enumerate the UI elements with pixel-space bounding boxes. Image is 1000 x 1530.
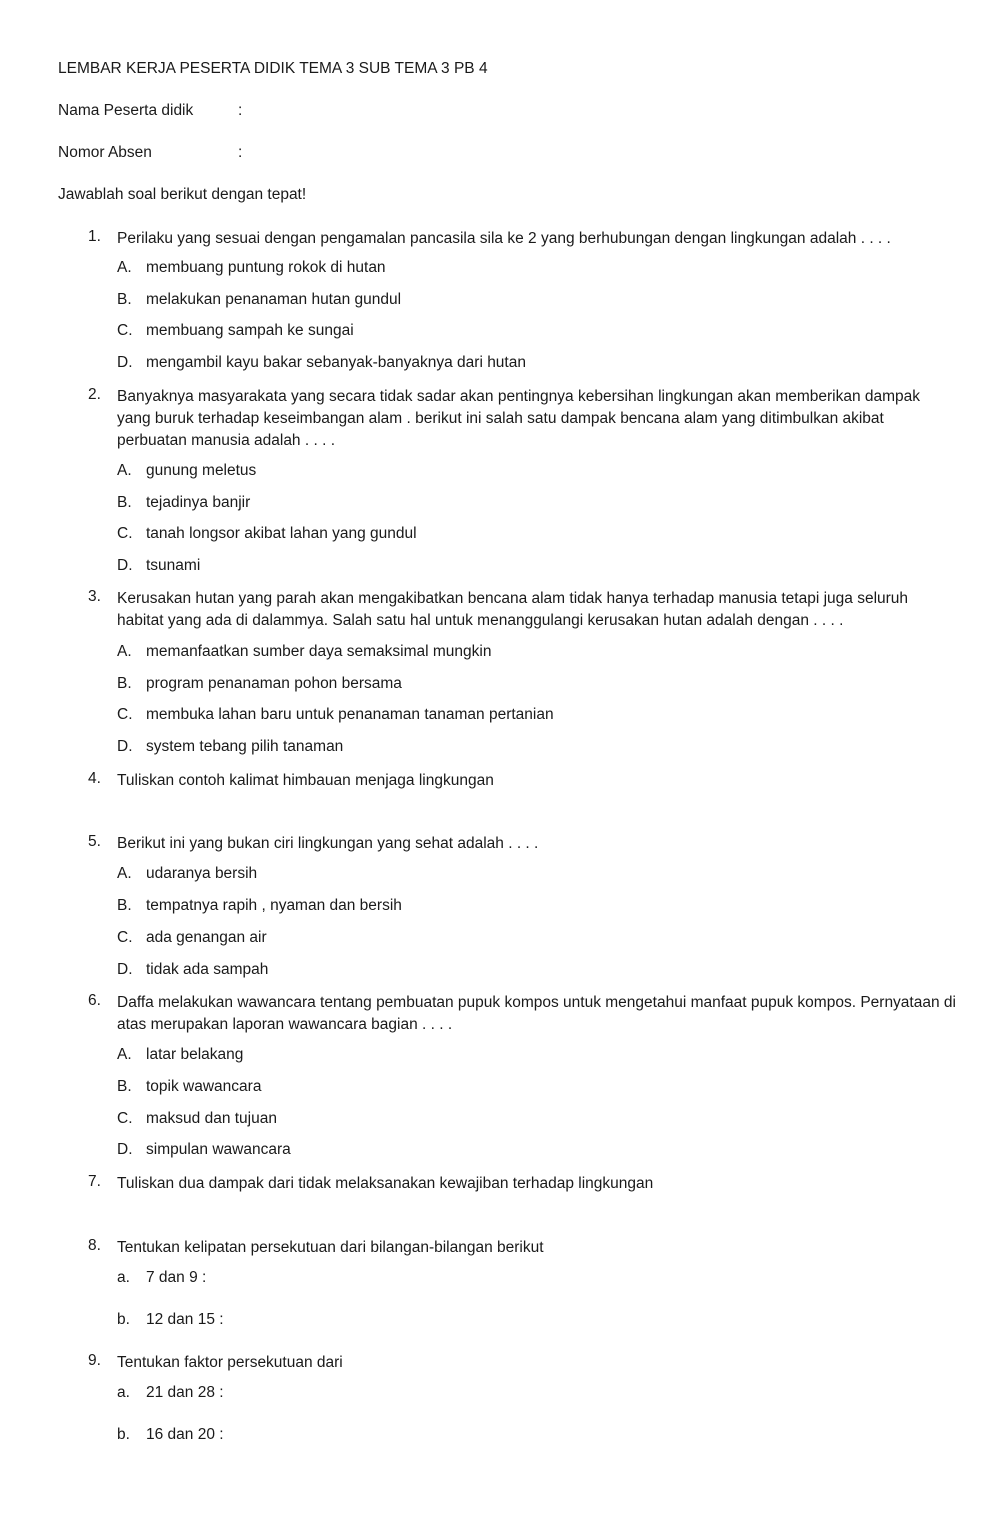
option-letter: D.	[117, 354, 133, 371]
option-letter: A.	[117, 259, 132, 276]
option-text: tempatnya rapih , nyaman dan bersih	[146, 897, 402, 914]
option-c	[117, 525, 417, 543]
option-a	[117, 259, 386, 277]
option-b	[117, 897, 402, 915]
question-number: 3.	[88, 588, 101, 605]
option-c	[117, 322, 354, 340]
option-text: latar belakang	[146, 1046, 244, 1063]
absence-number-label: Nomor Absen	[58, 144, 152, 161]
option-a	[117, 865, 257, 883]
worksheet-title: LEMBAR KERJA PESERTA DIDIK TEMA 3 SUB TEMA 3 PB 4	[58, 60, 488, 77]
option-text: membuang puntung rokok di hutan	[146, 259, 386, 276]
question-text: Tentukan faktor persekutuan dari	[117, 1354, 343, 1371]
question-text: Tuliskan contoh kalimat himbauan menjaga lingkungan	[117, 772, 494, 789]
option-text: tejadinya banjir	[146, 494, 251, 511]
option-text: tanah longsor akibat lahan yang gundul	[146, 525, 417, 542]
option-text: tidak ada sampah	[146, 961, 269, 978]
sub-item-text: 7 dan 9 :	[146, 1269, 207, 1286]
question-number: 2.	[88, 386, 101, 403]
option-letter: A.	[117, 462, 132, 479]
option-text: memanfaatkan sumber daya semaksimal mungkin	[146, 643, 492, 660]
option-d	[117, 354, 526, 372]
question-text: Berikut ini yang bukan ciri lingkungan yang sehat adalah . . . .	[117, 835, 539, 852]
sub-item-a	[117, 1269, 206, 1287]
option-letter: D.	[117, 1141, 133, 1158]
option-letter: D.	[117, 557, 133, 574]
student-name-label: Nama Peserta didik	[58, 102, 194, 119]
option-letter: D.	[117, 738, 133, 755]
sub-item-letter: b.	[117, 1426, 130, 1443]
question-text: Banyaknya masyarakata yang secara tidak sadar akan pentingnya kebersihan lingkungan akan memberikan dampak yang buruk terhadap keseimbangan alam . berikut ini salah satu dampak bencana alam yang ditimbulkan akibat perbuatan manusia adalah . . . .	[117, 388, 921, 449]
option-letter: A.	[117, 1046, 132, 1063]
option-letter: C.	[117, 525, 133, 542]
absence-number-colon: :	[238, 144, 243, 161]
question-number: 8.	[88, 1237, 101, 1254]
option-text: tsunami	[146, 557, 201, 574]
question-text: Kerusakan hutan yang parah akan mengakibatkan bencana alam tidak hanya terhadap manusia tetapi juga seluruh habitat yang ada di dalammya. Salah satu hal untuk menanggulangi kerusakan hutan adalah dengan . . . .	[117, 590, 909, 629]
option-b	[117, 675, 402, 693]
option-d	[117, 557, 200, 575]
option-text: ada genangan air	[146, 929, 267, 946]
sub-item-text: 21 dan 28 :	[146, 1384, 224, 1401]
option-letter: B.	[117, 1078, 132, 1095]
question-number: 5.	[88, 833, 101, 850]
option-letter: C.	[117, 929, 133, 946]
option-b	[117, 494, 250, 512]
option-b	[117, 291, 401, 309]
option-letter: B.	[117, 675, 132, 692]
option-text: topik wawancara	[146, 1078, 262, 1095]
option-text: udaranya bersih	[146, 865, 258, 882]
option-c	[117, 706, 554, 724]
option-letter: C.	[117, 1110, 133, 1127]
question-text: Perilaku yang sesuai dengan pengamalan pancasila sila ke 2 yang berhubungan dengan lingkungan adalah . . . .	[117, 230, 891, 247]
sub-item-text: 16 dan 20 :	[146, 1426, 224, 1443]
question-number: 9.	[88, 1352, 101, 1369]
option-letter: A.	[117, 643, 132, 660]
option-text: simpulan wawancara	[146, 1141, 291, 1158]
option-text: membuka lahan baru untuk penanaman tanaman pertanian	[146, 706, 554, 723]
option-letter: B.	[117, 291, 132, 308]
sub-item-letter: b.	[117, 1311, 130, 1328]
sub-item-letter: a.	[117, 1269, 130, 1286]
option-letter: B.	[117, 494, 132, 511]
option-text: maksud dan tujuan	[146, 1110, 277, 1127]
option-c	[117, 1110, 277, 1128]
question-text: Tuliskan dua dampak dari tidak melaksanakan kewajiban terhadap lingkungan	[117, 1175, 654, 1192]
option-letter: C.	[117, 706, 133, 723]
option-letter: D.	[117, 961, 133, 978]
question-text: Tentukan kelipatan persekutuan dari bilangan-bilangan berikut	[117, 1239, 544, 1256]
question-number: 1.	[88, 228, 101, 245]
option-a	[117, 643, 491, 661]
question-number: 7.	[88, 1173, 101, 1190]
option-text: membuang sampah ke sungai	[146, 322, 354, 339]
option-text: program penanaman pohon bersama	[146, 675, 402, 692]
option-text: melakukan penanaman hutan gundul	[146, 291, 402, 308]
option-letter: B.	[117, 897, 132, 914]
student-name-colon: :	[238, 102, 243, 119]
sub-item-text: 12 dan 15 :	[146, 1311, 224, 1328]
question-number: 6.	[88, 992, 101, 1009]
option-text: mengambil kayu bakar sebanyak-banyaknya dari hutan	[146, 354, 526, 371]
option-text: gunung meletus	[146, 462, 257, 479]
option-b	[117, 1078, 261, 1096]
option-d	[117, 961, 268, 979]
question-text: Daffa melakukan wawancara tentang pembuatan pupuk kompos untuk mengetahui manfaat pupuk kompos. Pernyataan di atas merupakan laporan wawancara bagian . . . .	[117, 994, 956, 1033]
option-letter: C.	[117, 322, 133, 339]
option-c	[117, 929, 267, 947]
option-a	[117, 1046, 243, 1064]
question-number: 4.	[88, 770, 101, 787]
option-a	[117, 462, 256, 480]
instruction-text: Jawablah soal berikut dengan tepat!	[58, 186, 307, 203]
option-letter: A.	[117, 865, 132, 882]
sub-item-b	[117, 1426, 224, 1444]
sub-item-b	[117, 1311, 224, 1329]
sub-item-letter: a.	[117, 1384, 130, 1401]
option-d	[117, 738, 343, 756]
option-d	[117, 1141, 291, 1159]
sub-item-a	[117, 1384, 224, 1402]
option-text: system tebang pilih tanaman	[146, 738, 344, 755]
